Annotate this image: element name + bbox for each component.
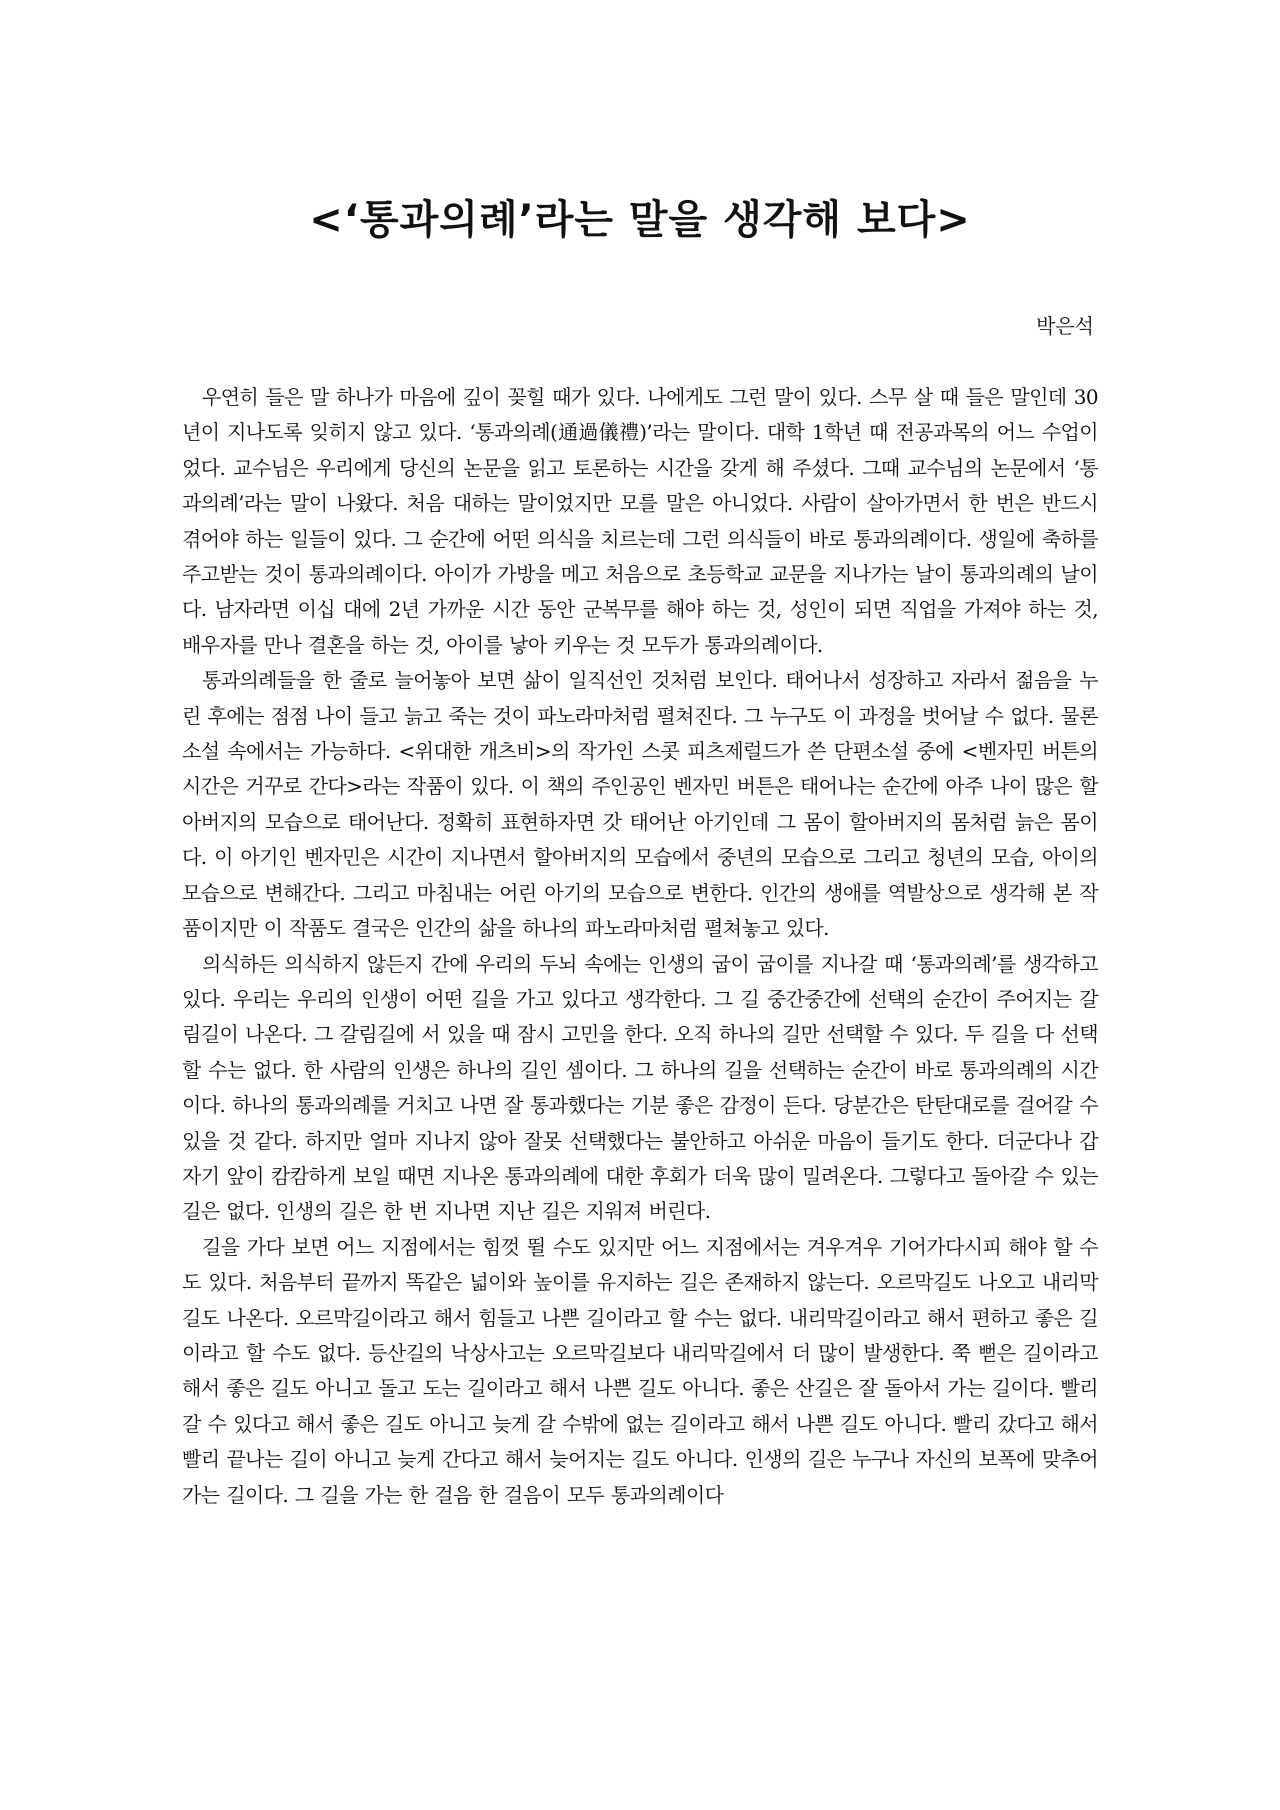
author-name: 박은석 [1036, 314, 1094, 338]
essay-body [182, 380, 1098, 1513]
paragraph-3: 의식하든 의식하지 않든지 간에 우리의 두뇌 속에는 인생의 굽이 굽이를 지나갈 때 ‘통과의례’를 생각하고 있다. 우리는 우리의 인생이 어떤 길을 가고 있다고 생각한다. 그 길 중간중간에 선택의 순간이 주어지는 갈림길이 나온다. 그 갈림길에 서 있을 때 잠시 고민을 한다. 오직 하나의 길만 선택할 수 있다. 두 길을 다 선택할 수는 없다. 한 사람의 인생은 하나의 길인 셈이다. 그 하나의 길을 선택하는 순간이 바로 통과의례의 시간이다. 하나의 통과의례를 거치고 나면 잘 통과했다는 기분 좋은 감정이 든다. 당분간은 탄탄대로를 걸어갈 수 있을 것 같다. 하지만 얼마 지나지 않아 잘못 선택했다는 불안하고 아쉬운 마음이 들기도 한다. 더군다나 갑자기 앞이 캄캄하게 보일 때면 지나온 통과의례에 대한 후회가 더욱 많이 밀려온다. 그렇다고 돌아갈 수 있는 길은 없다. 인생의 길은 한 번 지나면 지난 길은 지워져 버린다. [182, 951, 1098, 1224]
paragraph-2: 통과의례들을 한 줄로 늘어놓아 보면 삶이 일직선인 것처럼 보인다. 태어나서 성장하고 자라서 젊음을 누린 후에는 점점 나이 들고 늙고 죽는 것이 파노라마처럼 펼쳐진다. 그 누구도 이 과정을 벗어날 수 없다. 물론 소설 속에서는 가능하다. <위대한 개츠비>의 작가인 스콧 피츠제럴드가 쓴 단편소설 중에 <벤자민 버튼의 시간은 거꾸로 간다>라는 작품이 있다. 이 책의 주인공인 벤자민 버튼은 태어나는 순간에 아주 나이 많은 할아버지의 모습으로 태어난다. 정확히 표현하자면 갓 태어난 아기인데 그 몸이 할아버지의 몸처럼 늙은 몸이다. 이 아기인 벤자민은 시간이 지나면서 할아버지의 모습에서 중년의 모습으로 그리고 청년의 모습, 아이의 모습으로 변해간다. 그리고 마침내는 어린 아기의 모습으로 변한다. 인간의 생애를 역발상으로 생각해 본 작품이지만 이 작품도 결국은 인간의 삶을 하나의 파노라마처럼 펼쳐놓고 있다. [182, 668, 1098, 941]
document-title: <‘통과의례’라는 말을 생각해 보다> [309, 197, 971, 243]
paragraph-4: 길을 가다 보면 어느 지점에서는 힘껏 뛸 수도 있지만 어느 지점에서는 겨우겨우 기어가다시피 해야 할 수도 있다. 처음부터 끝까지 똑같은 넓이와 높이를 유지하는 길은 존재하지 않는다. 오르막길도 나오고 내리막길도 나온다. 오르막길이라고 해서 힘들고 나쁜 길이라고 할 수는 없다. 내리막길이라고 해서 편하고 좋은 길이라고 할 수도 없다. 등산길의 낙상사고는 오르막길보다 내리막길에서 더 많이 발생한다. 쭉 뻗은 길이라고 해서 좋은 길도 아니고 돌고 도는 길이라고 해서 나쁜 길도 아니다. 좋은 산길은 잘 돌아서 가는 길이다. 빨리 갈 수 있다고 해서 좋은 길도 아니고 늦게 갈 수밖에 없는 길이라고 해서 나쁜 길도 아니다. 빨리 갔다고 해서 빨리 끝나는 길이 아니고 늦게 간다고 해서 늦어지는 길도 아니다. 인생의 길은 누구나 자신의 보폭에 맞추어 가는 길이다. 그 길을 가는 한 걸음 한 걸음이 모두 통과의례이다 [182, 1234, 1098, 1507]
paragraph-1: 우연히 들은 말 하나가 마음에 깊이 꽂힐 때가 있다. 나에게도 그런 말이 있다. 스무 살 때 들은 말인데 30년이 지나도록 잊히지 않고 있다. ‘통과의례(通過儀禮)’라는 말이다. 대학 1학년 때 전공과목의 어느 수업이었다. 교수님은 우리에게 당신의 논문을 읽고 토론하는 시간을 갖게 해 주셨다. 그때 교수님의 논문에서 ‘통과의례’라는 말이 나왔다. 처음 대하는 말이었지만 모를 말은 아니었다. 사람이 살아가면서 한 번은 반드시 겪어야 하는 일들이 있다. 그 순간에 어떤 의식을 치르는데 그런 의식들이 바로 통과의례이다. 생일에 축하를 주고받는 것이 통과의례이다. 아이가 가방을 메고 처음으로 초등학교 교문을 지나가는 날이 통과의례의 날이다. 남자라면 이십 대에 2년 가까운 시간 동안 군복무를 해야 하는 것, 성인이 되면 직업을 가져야 하는 것, 배우자를 만나 결혼을 하는 것, 아이를 낳아 키우는 것 모두가 통과의례이다. [182, 385, 1098, 657]
